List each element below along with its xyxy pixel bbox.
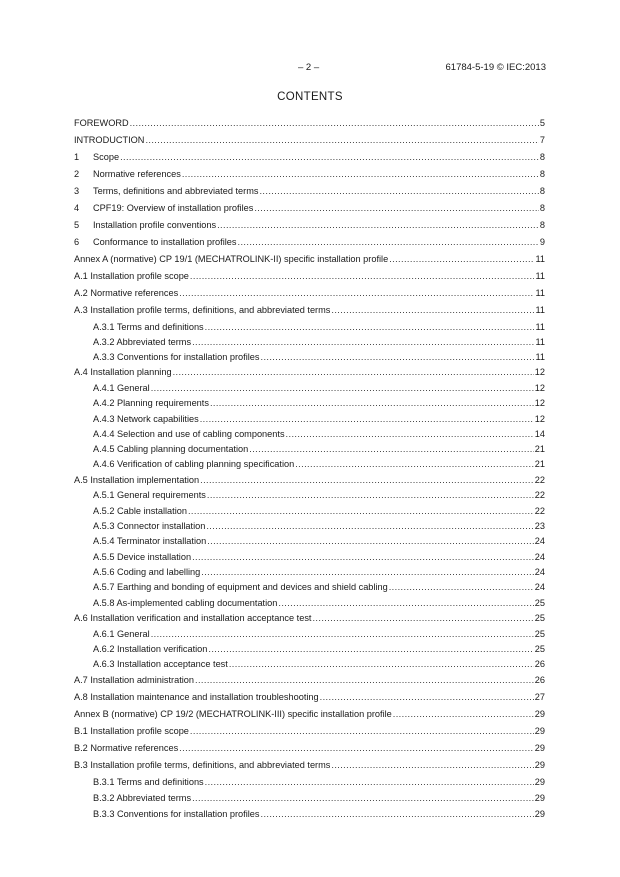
toc-entry-title: A.5.5 Device installation: [93, 552, 192, 562]
toc-entry[interactable]: [74, 726, 545, 737]
toc-entry-title: A.1 Installation profile scope: [74, 271, 189, 281]
toc-entry-title: Normative references: [93, 169, 181, 179]
toc-entry-page: 12: [534, 367, 545, 377]
toc-entry-page: 11: [535, 337, 545, 347]
toc-entry-title: A.5.1 General requirements: [93, 490, 206, 500]
toc-entry-title: Annex B (normative) CP 19/2 (MECHATROLINK-III) specific installation profile: [74, 709, 392, 719]
toc-entry-page: 29: [534, 709, 545, 719]
toc-leader-dots: [179, 288, 534, 299]
toc-entry-page: 8: [539, 203, 545, 213]
toc-entry-title: A.7 Installation administration: [74, 675, 195, 685]
toc-entry[interactable]: [93, 793, 545, 804]
toc-leader-dots: [278, 598, 533, 609]
toc-entry-page: 22: [534, 475, 545, 485]
toc-entry-page: 11: [535, 271, 545, 281]
toc-entry-page: 22: [534, 490, 545, 500]
toc-entry-page: 14: [534, 429, 545, 439]
toc-leader-dots: [188, 506, 534, 517]
toc-leader-dots: [192, 552, 534, 563]
toc-entry-page: 8: [539, 186, 545, 196]
toc-entry[interactable]: [93, 536, 545, 547]
toc-leader-dots: [151, 629, 534, 640]
toc-entry-page: 11: [535, 288, 545, 298]
toc-leader-dots: [205, 777, 534, 788]
toc-leader-dots: [192, 337, 534, 348]
toc-entry-page: 8: [539, 169, 545, 179]
toc-entry[interactable]: [93, 644, 545, 655]
toc-entry[interactable]: [93, 398, 545, 409]
toc-entry[interactable]: [74, 118, 545, 129]
toc-leader-dots: [320, 692, 534, 703]
toc-entry[interactable]: [93, 809, 545, 820]
toc-entry-title: A.5.2 Cable installation: [93, 506, 187, 516]
toc-leader-dots: [120, 152, 539, 163]
toc-leader-dots: [179, 743, 534, 754]
toc-leader-dots: [151, 383, 534, 394]
toc-entry-title: A.3 Installation profile terms, definitions, and abbreviated terms: [74, 305, 331, 315]
toc-entry-page: 24: [534, 552, 545, 562]
toc-leader-dots: [207, 536, 534, 547]
toc-leader-dots: [331, 760, 533, 771]
toc-entry[interactable]: [93, 598, 545, 609]
toc-entry-page: 29: [534, 777, 545, 787]
toc-entry-title: A.6 Installation verification and installation acceptance test: [74, 613, 312, 623]
toc-leader-dots: [190, 271, 535, 282]
toc-entry-title: A.4.4 Selection and use of cabling components: [93, 429, 285, 439]
toc-entry-page: 11: [535, 254, 545, 264]
toc-entry-page: 21: [534, 459, 545, 469]
toc-entry-page: 7: [539, 135, 545, 145]
toc-entry-page: 23: [534, 521, 545, 531]
toc-entry[interactable]: [74, 305, 545, 316]
toc-leader-dots: [190, 726, 534, 737]
toc-entry-page: 12: [534, 383, 545, 393]
toc-entry-title: A.5.4 Terminator installation: [93, 536, 207, 546]
toc-entry-page: 5: [539, 118, 545, 128]
toc-entry-title: B.3 Installation profile terms, definitions, and abbreviated terms: [74, 760, 331, 770]
toc-entry-title: A.3.3 Conventions for installation profiles: [93, 352, 260, 362]
toc-leader-dots: [206, 521, 533, 532]
toc-entry[interactable]: [93, 337, 545, 348]
toc-entry-title: B.3.2 Abbreviated terms: [93, 793, 192, 803]
toc-entry-title: FOREWORD: [74, 118, 129, 128]
toc-entry-page: 29: [534, 793, 545, 803]
toc-entry[interactable]: [74, 613, 545, 624]
toc-entry-page: 29: [534, 809, 545, 819]
toc-leader-dots: [261, 809, 534, 820]
toc-leader-dots: [238, 237, 539, 248]
page-title: CONTENTS: [277, 91, 343, 103]
toc-leader-dots: [210, 398, 534, 409]
toc-entry-page: 24: [534, 582, 545, 592]
toc-entry-title: Conformance to installation profiles: [93, 237, 237, 247]
toc-entry[interactable]: [74, 367, 545, 378]
toc-entry-title: A.3.1 Terms and definitions: [93, 322, 204, 332]
toc-entry-title: A.3.2 Abbreviated terms: [93, 337, 192, 347]
toc-entry[interactable]: [74, 203, 545, 214]
toc-entry-title: Installation profile conventions: [93, 220, 217, 230]
toc-entry-title: CPF19: Overview of installation profiles: [93, 203, 254, 213]
toc-leader-dots: [229, 659, 534, 670]
toc-entry-page: 8: [539, 152, 545, 162]
toc-entry-title: A.5.7 Earthing and bonding of equipment and devices and shield cabling: [93, 582, 388, 592]
toc-entry-page: 11: [535, 352, 545, 362]
toc-entry-page: 29: [534, 760, 545, 770]
toc-leader-dots: [254, 203, 539, 214]
toc-entry-page: 24: [534, 567, 545, 577]
toc-leader-dots: [249, 444, 533, 455]
toc-entry[interactable]: [74, 220, 545, 231]
toc-entry-page: 25: [534, 598, 545, 608]
standard-reference: 61784-5-19 © IEC:2013: [445, 62, 546, 73]
toc-entry-title: A.5.6 Coding and labelling: [93, 567, 201, 577]
toc-entry-number: 3: [74, 186, 80, 196]
toc-entry-page: 11: [535, 305, 545, 315]
toc-leader-dots: [312, 613, 533, 624]
toc-leader-dots: [331, 305, 534, 316]
toc-entry-title: A.5.8 As-implemented cabling documentation: [93, 598, 278, 608]
toc-entry[interactable]: [93, 383, 545, 394]
toc-entry[interactable]: [93, 521, 545, 532]
toc-leader-dots: [389, 582, 534, 593]
toc-entry-page: 25: [534, 629, 545, 639]
toc-entry[interactable]: [93, 629, 545, 640]
toc-entry-page: 21: [534, 444, 545, 454]
toc-entry-title: A.4.5 Cabling planning documentation: [93, 444, 249, 454]
toc-entry-number: 4: [74, 203, 80, 213]
toc-entry[interactable]: [74, 135, 545, 146]
toc-leader-dots: [217, 220, 539, 231]
toc-leader-dots: [393, 709, 534, 720]
toc-entry-number: 2: [74, 169, 80, 179]
toc-leader-dots: [201, 567, 533, 578]
toc-entry[interactable]: [93, 459, 545, 470]
toc-leader-dots: [205, 322, 535, 333]
page-number: – 2 –: [298, 62, 320, 73]
toc-entry-title: A.6.2 Installation verification: [93, 644, 208, 654]
toc-entry-page: 12: [534, 414, 545, 424]
toc-entry-title: INTRODUCTION: [74, 135, 145, 145]
toc-leader-dots: [130, 118, 539, 129]
toc-entry[interactable]: [74, 254, 545, 265]
toc-entry-page: 11: [535, 322, 545, 332]
toc-entry-title: A.4.1 General: [93, 383, 150, 393]
toc-entry[interactable]: [93, 444, 545, 455]
toc-entry[interactable]: [93, 414, 545, 425]
toc-entry[interactable]: [74, 288, 545, 299]
toc-entry[interactable]: [93, 552, 545, 563]
toc-entry[interactable]: [74, 743, 545, 754]
toc-entry-title: A.5.3 Connector installation: [93, 521, 206, 531]
toc-entry-page: 27: [534, 692, 545, 702]
toc-entry-title: Scope: [93, 152, 120, 162]
toc-entry-title: A.4.3 Network capabilities: [93, 414, 199, 424]
toc-entry-page: 9: [539, 237, 545, 247]
toc-entry[interactable]: [93, 322, 545, 333]
toc-entry-title: A.4.6 Verification of cabling planning specification: [93, 459, 295, 469]
toc-entry-number: 6: [74, 237, 80, 247]
toc-entry-page: 24: [534, 536, 545, 546]
toc-entry[interactable]: [93, 659, 545, 670]
toc-entry-number: 1: [74, 152, 80, 162]
toc-entry[interactable]: [93, 352, 545, 363]
toc-entry-title: A.4.2 Planning requirements: [93, 398, 209, 408]
toc-entry-title: A.4 Installation planning: [74, 367, 172, 377]
toc-entry-title: Terms, definitions and abbreviated terms: [93, 186, 259, 196]
toc-entry-title: Annex A (normative) CP 19/1 (MECHATROLINK-II) specific installation profile: [74, 254, 389, 264]
toc-entry[interactable]: [93, 490, 545, 501]
toc-leader-dots: [286, 429, 534, 440]
toc-entry-title: B.3.3 Conventions for installation profiles: [93, 809, 260, 819]
toc-entry-title: B.3.1 Terms and definitions: [93, 777, 204, 787]
toc-entry-page: 29: [534, 726, 545, 736]
toc-entry[interactable]: [74, 692, 545, 703]
toc-leader-dots: [207, 490, 534, 501]
toc-entry-title: A.6.1 General: [93, 629, 150, 639]
toc-entry[interactable]: [74, 675, 545, 686]
toc-entry-page: 22: [534, 506, 545, 516]
toc-entry-page: 12: [534, 398, 545, 408]
toc-leader-dots: [200, 414, 534, 425]
toc-leader-dots: [259, 186, 538, 197]
toc-entry-number: 5: [74, 220, 80, 230]
toc-leader-dots: [389, 254, 534, 265]
toc-entry[interactable]: [74, 152, 545, 163]
toc-leader-dots: [208, 644, 533, 655]
toc-entry-title: A.6.3 Installation acceptance test: [93, 659, 228, 669]
toc-entry-page: 25: [534, 644, 545, 654]
toc-entry-title: A.5 Installation implementation: [74, 475, 200, 485]
toc-entry-page: 25: [534, 613, 545, 623]
toc-entry[interactable]: [93, 567, 545, 578]
toc-entry-page: 8: [539, 220, 545, 230]
toc-entry[interactable]: [74, 271, 545, 282]
toc-leader-dots: [173, 367, 534, 378]
toc-leader-dots: [200, 475, 534, 486]
toc-leader-dots: [261, 352, 535, 363]
toc-entry-page: 26: [534, 659, 545, 669]
toc-leader-dots: [145, 135, 538, 146]
toc-entry[interactable]: [93, 506, 545, 517]
toc-entry-title: A.2 Normative references: [74, 288, 179, 298]
toc-entry-page: 29: [534, 743, 545, 753]
toc-entry-title: B.1 Installation profile scope: [74, 726, 189, 736]
toc-leader-dots: [295, 459, 534, 470]
toc-entry[interactable]: [74, 186, 545, 197]
toc-entry-title: A.8 Installation maintenance and installation troubleshooting: [74, 692, 319, 702]
toc-entry[interactable]: [74, 169, 545, 180]
toc-entry[interactable]: [74, 760, 545, 771]
toc-leader-dots: [192, 793, 534, 804]
toc-entry[interactable]: [93, 582, 545, 593]
toc-leader-dots: [195, 675, 534, 686]
toc-entry[interactable]: [74, 709, 545, 720]
toc-entry[interactable]: [74, 475, 545, 486]
toc-entry[interactable]: [93, 777, 545, 788]
toc-entry-page: 26: [534, 675, 545, 685]
toc-entry[interactable]: [74, 237, 545, 248]
toc-entry-title: B.2 Normative references: [74, 743, 179, 753]
toc-entry[interactable]: [93, 429, 545, 440]
toc-leader-dots: [182, 169, 539, 180]
